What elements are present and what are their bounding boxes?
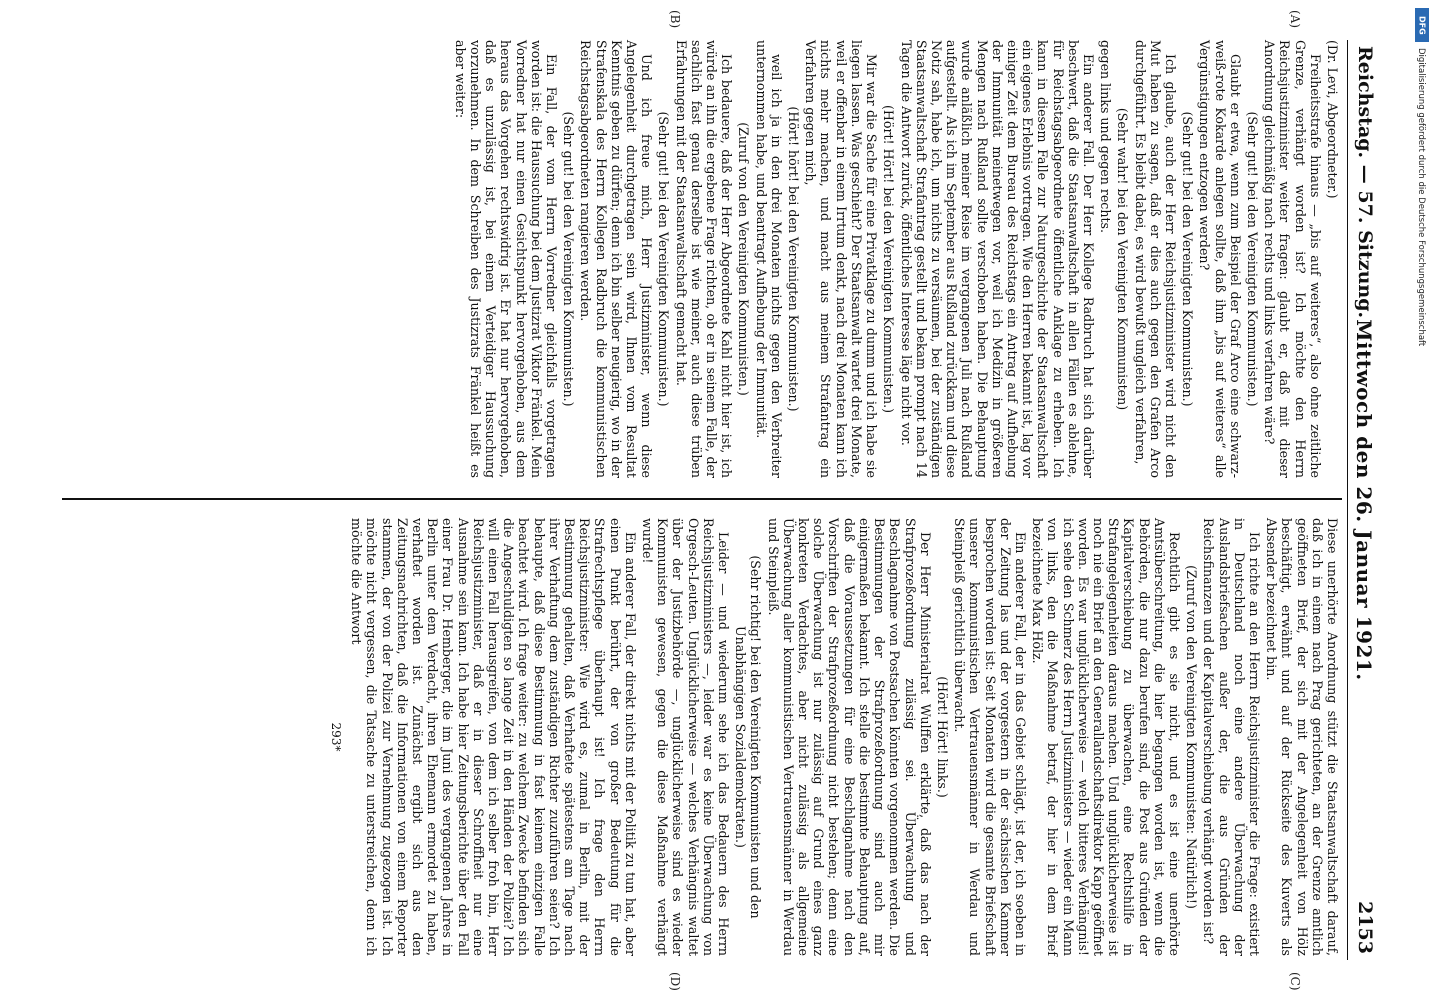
left-interjection: (Sehr gut! bei den Vereinigten Kommunisten.) [1244,111,1260,407]
right-column [328,518,1340,956]
left-interjection: (Zuruf von den Vereinigten Kommunisten.) [736,122,752,396]
page-inner [52,10,1382,991]
left-paragraph: Ein Fall, der vom Herrn Vorredner gleichfalls vorgetragen worden ist: die Haussuchung bei dem Justizrat Viktor Fränkel. Mein Vorredner hat nur einen Gesichtspunkt hervorgehoben, aus dem heraus das Vorgehen rechtswidrig ist. Er hat nur hervorgehoben, daß es unzulässig ist, bei einem Verteidiger Haussuchung vorzunehmen. In dem Schreiben des Justizrats Fränkel heißt es aber weiter: [452,40,560,478]
page-number: 2153 [1354,901,1376,954]
column-divider [62,498,1342,500]
signature-mark: 293* [329,722,343,752]
left-paragraph: Ich bedauere, daß der Herr Abgeordnete Kahl nicht hier ist, ich würde an ihn die ergebene Frage richten, ob er in seinem Falle, der sachlich fast genau derselbe ist wie meiner, auch diese trüben Erfahrungen mit der Staatsanwaltschaft gemacht hat. [673,40,735,478]
left-interjection: (Hört! hört! bei den Vereinigten Kommunisten.) [786,106,802,412]
left-interjection: (Sehr gut! bei den Vereinigten Kommunisten.) [656,111,672,407]
left-paragraph: Und ich freue mich, Herr Justizminister, wenn diese Angelegenheit durchgetragen sein wird, Ihnen vom Resultat Kenntnis geben zu dürfen; denn ich bin selber neugierig, wo in der Strafenskala des Herrn Kollegen Radbruch die kommunistischen Reichstagsabgeordneten rangieren werden. [578,40,655,478]
left-paragraph: Ein anderer Fall. Der Herr Kollege Radbruch hat sich darüber beschwert, daß die Staatsanwaltschaft in allen Fällen es ablehne, für Reichstagsabgeordnete öffentliche Anklage zu erheben. Ich kann in diesem Falle zur Naturgeschichte der Staatsanwaltschaft ein eigenes Erlebnis vortragen. Wie den Herren bekannt ist, lag vor einiger Zeit dem Bureau des Reichstags ein Antrag auf Aufhebung der Immunität meinetwegen vor, weil ich Medizin in größeren Mengen nach Rußland sollte verschoben haben. Die Behauptung wurde anläßlich meiner Reise im vergangenen Juli nach Rußland aufgestellt. Als ich im September aus Rußland zurückkam und diese Notiz sah, habe ich, um nichts zu versäumen, bei der zuständigen Staatsanwaltschaft Strafantrag gestellt und bekam prompt nach 14 Tagen die Antwort zurück, öffentliches Interesse läge nicht vor. [898,40,1096,478]
marker-b: (B) [668,10,682,29]
left-paragraph: weil ich ja in den drei Monaten nichts gegen den Verbreiter unternommen habe, und beantragt Aufhebung der Immunität. [753,40,784,478]
page-header [1347,40,1382,960]
right-paragraph: Ein anderer Fall, der in das Gebiet schlägt, ist der, ich soeben in der Zeitung las und der vorgestern in der sächsischen Kammer besprochen worden ist: Seit Monaten wird die gesamte Briefschaft unserer kommunistischen Vertrauensmänner in Werdau und Steinpleiß gerichtlich überwacht. [952,518,1028,956]
dfg-credit [1414,8,1430,788]
left-paragraph: (Dr. Levi, Abgeordneter.) [1325,40,1340,199]
right-interjection: (Hört! Hört! links.) [934,676,950,798]
header-date: Mittwoch den 26. Januar 1921. [1352,319,1376,681]
marker-d: (D) [668,972,682,991]
left-column [451,40,1340,478]
dfg-credit-text: Digitalisierung gefördert durch die Deutsche Forschungsgemeinschaft [1416,48,1426,347]
right-interjection: (Sehr richtig! bei den Vereinigten Kommunisten und den Unabhängigen Sozialdemokraten.) [733,555,764,919]
right-paragraph: Der Herr Ministerialrat Wulffen erklärte, daß das nach der Strafprozeßordnung zulässig sei. Überwachung und Beschlagnahme von Postsachen könnten vorgenommen werden. Die Bestimmungen der Strafprozeßordnung sind auch mir einigermaßen bekannt. Ich stelle die bestimmte Behauptung auf, daß die Voraussetzungen für eine Beschlagnahme nach den Vorschriften der Strafprozeßordnung nicht bestehen; denn eine solche Überwachung ist nur zulässig auf Grund eines ganz konkreten Verdachtes, aber nicht zulässig als allgemeine Überwachung aller kommunistischen Vertrauensmänner in Werdau und Steinpleiß. [765,518,933,956]
left-interjection: (Sehr wahr! bei den Vereinigten Kommunisten) [1115,107,1131,411]
left-interjection: (Sehr gut! bei den Vereinigten Kommunisten.) [561,111,577,407]
right-interjection: (Zuruf von den Vereinigten Kommunisten: Natürlich!) [1184,565,1200,909]
left-paragraph: Ich glaube, auch der Herr Reichsjustizminister wird nicht den Mut haben zu sagen, daß er dies auch gegen den Grafen Arco durchgeführt. Es bleibt dabei, es wird bewußt ungleich verfahren, [1132,40,1178,478]
header-left: Reichstag. — 57. Sitzung. [1354,46,1376,319]
left-paragraph: gegen links und gegen rechts. [1098,40,1114,234]
right-paragraph: Diese unerhörte Anordnung stützt die Staatsanwaltschaft darauf, daß ich in einem nach Prag gerichteten, an der Grenze amtlich geöffneten Brief, der sich mit der Angelegenheit von Hölz beschäftigt, erwähnt und auf der Rückseite des Kuverts als Absender bezeichnet bin. [1264,518,1340,956]
left-interjection: (Sehr gut! bei den Vereinigten Kommunisten.) [1180,111,1196,407]
left-interjection: (Hört! Hört! bei den Vereinigten Kommunisten.) [881,104,897,414]
right-paragraph: Ich richte an den Herrn Reichsjustizminister die Frage: existiert in Deutschland noch eine andere Überwachung der Auslandsbriefsachen außer der, die aus Gründen der Reichsfinanzen und der Kapitalverschiebung verhängt worden ist? [1201,518,1262,956]
right-paragraph: Leider — und wiederum sehe ich das Bedauern des Herrn Reichsjustizministers —, leider war es keine Überwachung von Orgesch-Leuten. Unglücklicherweise — welches Verhängnis waltet über der Justizbehörde —, unglücklicherweise sind es wieder Kommunisten gewesen, gegen die diese Maßnahme verhängt wurde! [640,518,732,956]
right-paragraph: Ein anderer Fall, der direkt nichts mit der Politik zu tun hat, aber einen Punkt berührt, der von großer Bedeutung für die Strafrechtspflege überhaupt ist! Ich frage den Herrn Reichsjustizminister: Wie wird es, zumal in Berlin, mit der Bestimmung gehalten, daß Verhaftete spätestens am Tage nach ihrer Verhaftung dem zuständigen Richter zuzuführen seien? Ich behaupte, daß diese Bestimmung in fast keinem einzigen Falle beachtet wird. Ich frage weiter: zu welchem Zwecke befinden sich die Angeschuldigten so lange Zeit in den Händen der Polizei? Ich will einen Fall herausgreifen, von dem ich selber froh bin, Herr Reichsjustizminister, daß er in dieser Schroffheit nur eine Ausnahme sein kann. Ich habe hier Zeitungsberichte über den Fall einer Frau Dr. Hemberger, die im Juni des vergangenen Jahres in Berlin unter dem Verdacht, ihren Ehemann ermordet zu haben, verhaftet worden ist. Zunächst ergibt sich aus den Zeitungsnachrichten, daß die Informationen von einem Reporter stammen, der von der Polizei zur Vernehmung zugezogen ist. Ich möchte nicht vergessen, die Tatsache zu unterstreichen, denn ich möchte die Antwort [349,518,638,956]
left-paragraph: Glaubt er etwa, wenn zum Beispiel der Graf Arco eine schwarz-weiß-rote Kokarde anlegen sollte, daß ihm „bis auf weiteres“ alle Vergünstigungen entzogen werden? [1197,40,1243,478]
left-paragraph: Mir war die Sache für eine Privatklage zu dumm und ich habe sie liegen lassen. Was geschieht? Der Staatsanwalt wartet drei Monate, weil er offenbar in einem Irrtum denkt, nach drei Monaten kann ich nichts mehr machen, und macht aus meinem Strafantrag ein Verfahren gegen mich, [803,40,880,478]
right-paragraph: Rechtlich gibt es sie nicht, und es ist eine unerhörte Amtsüberschreitung, die hier begangen worden ist, wenn die Behörden, die nur dazu berufen sind, die Post aus Gründen der Kapitalverschiebung zu überwachen, eine Rechtshilfe in Strafangelegenheiten daraus machen. Und unglücklicherweise ist noch nie ein Brief an den Generallandschaftsdirektor Kapp geöffnet worden. Es war unglücklicherweise — welch bitteres Verhängnis! ich sehe den Schmerz des Herrn Justizministers — wieder ein Mann von links, den die Maßnahme betraf, der hier in dem Brief bezeichnete Max Hölz. [1030,518,1182,956]
marker-a: (A) [1288,10,1302,29]
left-paragraph: Freiheitsstrafe hinaus — „bis auf weiteres“, also ohne zeitliche Grenze, verhängt worden ist? Ich möchte den Herrn Reichsjustizminister weiter fragen: glaubt er, daß mit dieser Anordnung gleichmäßig nach rechts und links verfahren wäre? [1262,40,1323,478]
dfg-logo: DFG [1415,8,1429,42]
marker-c: (C) [1288,972,1302,991]
